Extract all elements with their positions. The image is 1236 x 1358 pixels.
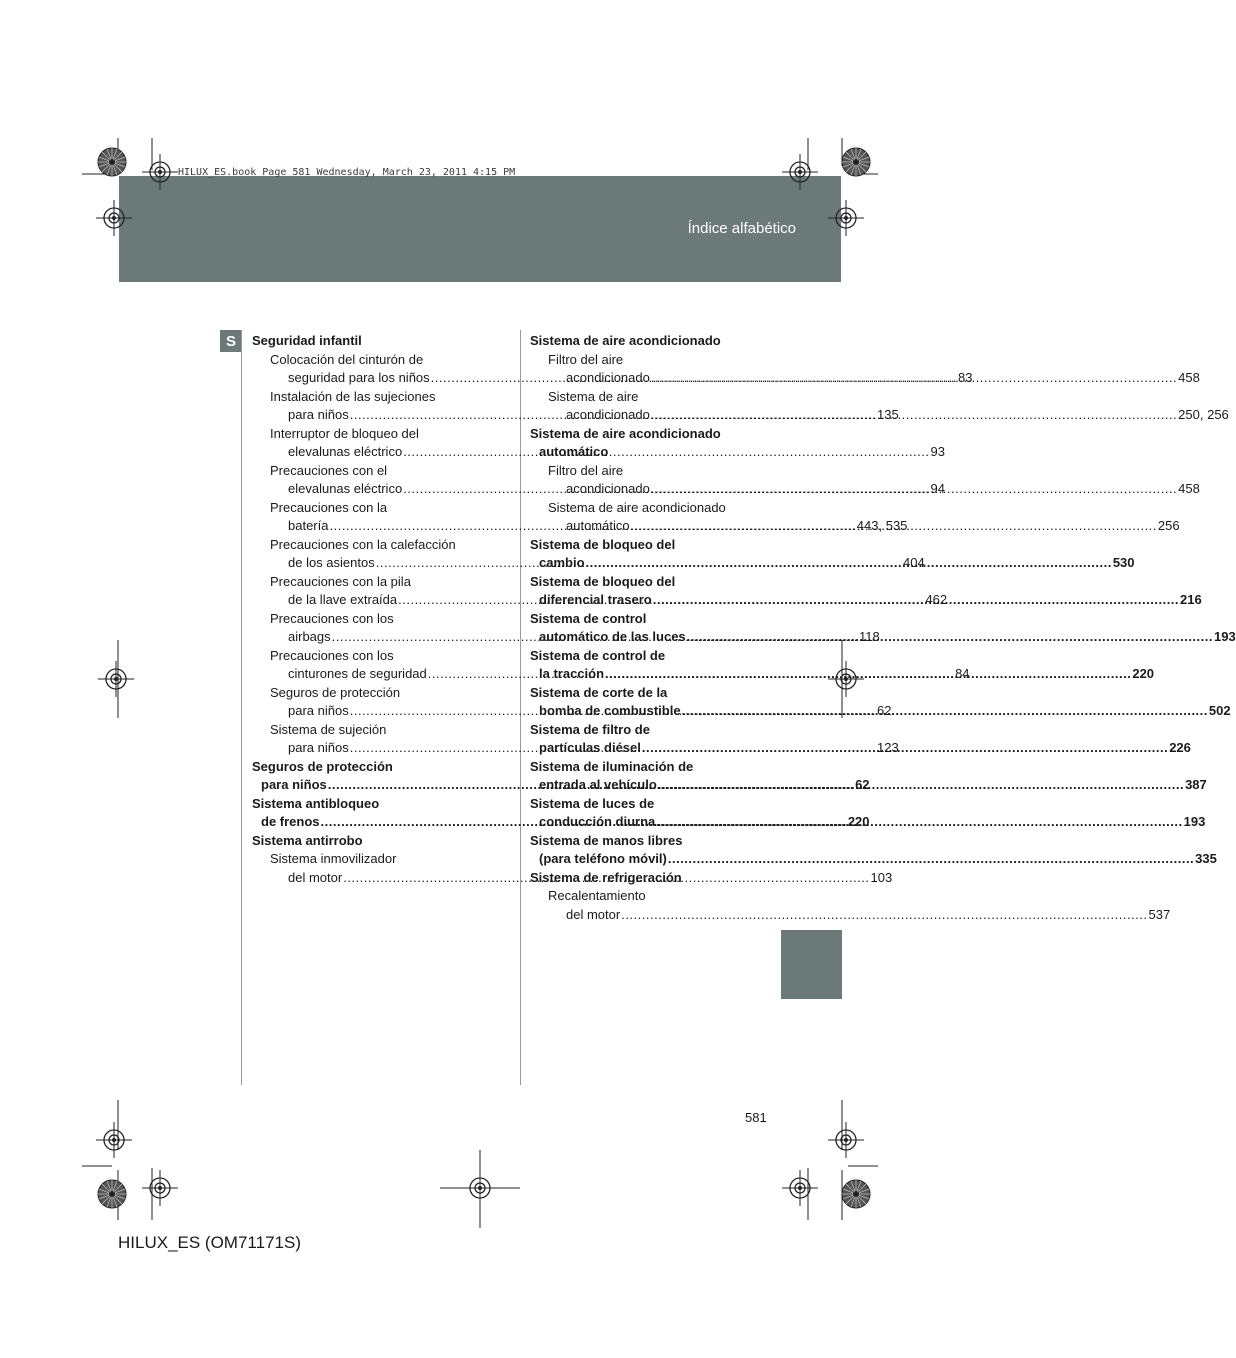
index-page-ref: 93 (930, 444, 945, 459)
index-entry-text: Precauciones con la calefacción (270, 536, 456, 552)
index-entry-text: elevalunas eléctrico (288, 481, 403, 496)
index-page-ref: 443, 535 (856, 518, 908, 533)
book-stamp: HILUX_ES.book Page 581 Wednesday, March 23, 2011 4:15 PM (178, 167, 516, 178)
index-entry-text: cambio (539, 555, 585, 570)
index-entry-text: elevalunas eléctrico (288, 444, 403, 459)
index-entry-text: entrada al vehículo (539, 777, 657, 792)
index-page-ref: 458 (1178, 370, 1200, 385)
index-entry-text: para niños (288, 407, 349, 422)
section-title: Índice alfabético (687, 220, 796, 237)
index-page-ref: 103 (870, 869, 893, 885)
index-entry-text: para niños (261, 777, 327, 792)
index-entry-text: Sistema de bloqueo del (530, 573, 676, 589)
index-entry-text: airbags (288, 629, 331, 644)
index-entry-text: de la llave extraída (288, 592, 398, 607)
index-letter-badge: S (220, 330, 242, 352)
index-page-ref: 462 (925, 592, 948, 607)
index-entry-text: del motor (566, 906, 621, 922)
index-entry-text: Sistema inmovilizador (270, 851, 397, 866)
index-entry-text: Sistema de bloqueo del (530, 536, 676, 552)
index-entry-text: Sistema de aire acondicionado (530, 425, 721, 441)
index-page-ref: 123 (877, 740, 899, 755)
index-entry-text: acondicionado (566, 370, 650, 385)
index-page-ref: 216 (1180, 592, 1202, 607)
index-entry-text: automático (539, 444, 609, 459)
index-entry-text: Interruptor de bloqueo del (270, 425, 419, 441)
index-entry-text: (para teléfono móvil) (539, 851, 667, 866)
index-entry-text: Sistema de corte de la (530, 684, 668, 700)
index-entry-text: de frenos (261, 814, 320, 829)
index-entry-text: Seguridad infantil (252, 333, 362, 348)
index-entry-text: Sistema de iluminación de (530, 758, 694, 774)
index-entry-text: bomba de combustible (539, 703, 681, 718)
index-page-ref: 135 (877, 407, 899, 422)
index-page-ref: 335 (1195, 851, 1217, 866)
index-entry-text: diferencial trasero (539, 592, 652, 607)
index-entry-text: Sistema antibloqueo (252, 795, 380, 811)
index-entry-text: acondicionado (566, 407, 650, 422)
index-entry-text: Precauciones con los (270, 647, 394, 663)
index-page-ref: 404 (903, 555, 925, 570)
index-entry-text: Sistema de aire (548, 388, 639, 404)
index-entry-text: acondicionado (566, 481, 650, 496)
index-page-ref: 226 (1169, 740, 1191, 755)
index-entry-text: conducción diurna (539, 814, 656, 829)
index-page-ref: 220 (847, 814, 870, 829)
index-page-ref: 62 (855, 777, 870, 792)
index-entry-text: Sistema de aire acondicionado (548, 499, 726, 515)
index-entry-text: Precauciones con los (270, 610, 394, 626)
index-entry-text: Seguros de protección (270, 684, 401, 700)
index-page-ref: 250, 256 (1178, 407, 1229, 422)
index-entry-text: cinturones de seguridad (288, 666, 427, 681)
index-entry-text: Sistema de filtro de (530, 721, 650, 737)
index-page-ref: 62 (877, 703, 892, 718)
page-number: 581 (745, 1110, 767, 1125)
index-entry-text: Precauciones con la (270, 499, 388, 515)
index-entry-text: Colocación del cinturón de (270, 351, 424, 367)
index-entry-text: Sistema antirrobo (252, 832, 363, 848)
index-entry-text: Filtro del aire (548, 351, 624, 367)
index-page-ref: 94 (930, 481, 945, 496)
index-entry-text: Precauciones con la pila (270, 573, 411, 589)
index-entry-text: Recalentamiento (548, 888, 646, 903)
index-entry-text: Sistema de luces de (530, 795, 655, 811)
index-entry-text: Sistema de refrigeración (530, 869, 682, 885)
index-entry-text: Sistema de control de (530, 647, 666, 663)
index-page-ref: 387 (1185, 777, 1207, 792)
index-entry-text: Instalación de las sujeciones (270, 388, 436, 404)
index-entry-text: de los asientos (288, 555, 375, 570)
index-entry-text: partículas diésel (539, 740, 641, 755)
index-page-ref: 84 (955, 666, 970, 681)
index-page-ref: 193 (1183, 814, 1206, 829)
index-entry-text: Sistema de control (530, 610, 647, 626)
index-page-ref: 193 (1213, 629, 1236, 644)
index-entry-text: batería (288, 518, 329, 533)
index-entry-text: Filtro del aire (548, 462, 624, 478)
index-entry-text: Sistema de sujeción (270, 721, 387, 737)
index-entry-text: Sistema de manos libres (530, 832, 683, 848)
footer-document-code: HILUX_ES (OM71171S) (118, 1233, 301, 1252)
index-page-ref: 537 (1148, 906, 1171, 922)
index-page-ref: 83 (957, 370, 973, 385)
index-page-ref: 502 (1208, 703, 1231, 718)
index-entry-text: Precauciones con el (270, 462, 388, 478)
index-entry-text: la tracción (539, 666, 605, 681)
index-page-ref: 458 (1178, 481, 1200, 496)
index-entry-text: automático de las luces (539, 629, 686, 644)
index-entry-text: Sistema de aire acondicionado (530, 333, 721, 348)
index-entry-text: para niños (288, 740, 349, 755)
index-entry-text: seguridad para los niños (288, 370, 430, 385)
index-page-ref: 530 (1112, 555, 1135, 570)
index-entry-text: del motor (288, 869, 343, 885)
index-entry-text: automático (566, 518, 630, 533)
index-entry-text: Seguros de protección (252, 758, 393, 774)
index-entry-text: para niños (288, 703, 349, 718)
index-page-ref: 220 (1132, 666, 1155, 681)
index-page-ref: 256 (1157, 518, 1180, 533)
index-page-ref: 118 (858, 629, 880, 644)
